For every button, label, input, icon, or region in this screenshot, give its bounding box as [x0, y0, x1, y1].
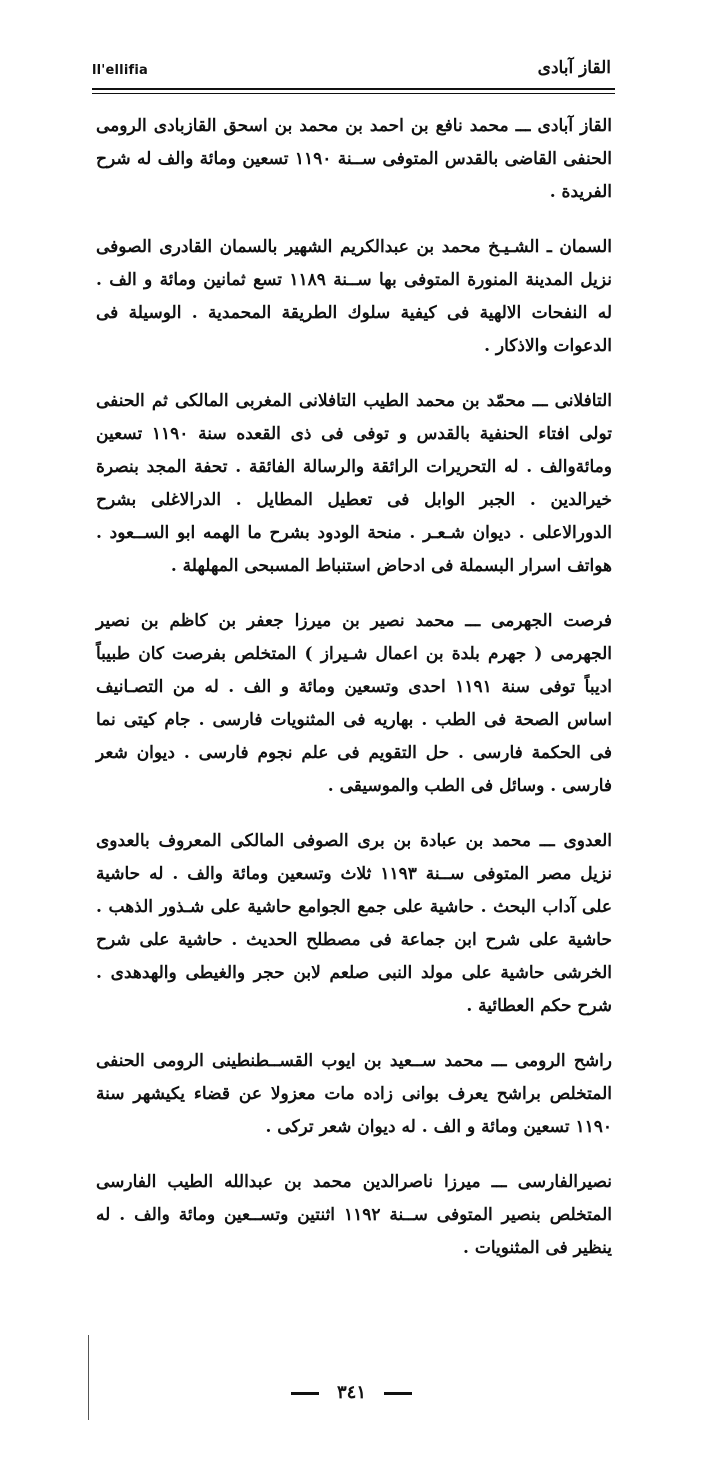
running-header-left: ll'ellifia	[92, 63, 148, 78]
entry-tafilani	[96, 385, 612, 583]
footer-dash-left	[291, 1392, 319, 1395]
entry-text: القاز آبادى ـــ محمد نافع بن احمد بن محمد بن اسحق القازبادى الرومى الحنفى القاضى بالقدس المتوفى ســنة ١١٩٠ تسعين ومائة والف له شرح الفريدة .	[96, 116, 612, 202]
running-header-right: القاز آبادى	[537, 58, 611, 78]
entry-text: العدوى ـــ محمد بن عبادة بن برى الصوفى المالكى المعروف بالعدوى نزيل مصر المتوفى ســنة ١١٩٣ ثلاث وتسعين ومائة والف . له حاشية على آداب البحث . حاشية على جمع الجوامع حاشية على شـذور الذهب . حاشية على شرح ابن جماعة فى مصطلح الحديث . حاشية على شرح الخرشى حاشية على مولد النبى صلعم لابن حجر والغيطى والهدهدى . شرح حكم العطائية .	[96, 831, 612, 1016]
entry-text: نصيرالفارسى ـــ ميرزا ناصرالدين محمد بن عبدالله الطيب الفارسى المتخلص بنصير المتوفى ســنة ١١٩٢ اثنتين وتســعين ومائة والف . له ينظير فى المثنويات .	[96, 1172, 613, 1258]
entry-forsat-jahromi	[96, 605, 612, 803]
entry-nasir-farisi	[96, 1166, 612, 1265]
header-rule-thick	[92, 88, 615, 90]
entry-qazabadi	[96, 110, 612, 209]
entry-samman	[96, 231, 612, 363]
entry-text: راشح الرومى ـــ محمد ســعيد بن ايوب القســطنطينى الرومى الحنفى المتخلص براشح يعرف بوانى زاده مات معزولا عن قضاء يكيشهر سنة ١١٩٠ تسعين ومائة و الف . له ديوان شعر تركى .	[96, 1051, 612, 1137]
page-number: ٣٤١	[336, 1382, 366, 1403]
entry-text: فرصت الجهرمى ـــ محمد نصير بن ميرزا جعفر بن كاظم بن نصير الجهرمى ( جهرم بلدة بن اعمال شـيراز ) المتخلص بفرصت كان طبيباً اديباً توفى سنة ١١٩١ احدى وتسعين ومائة و الف . له من التصـانيف اساس الصحة فى الطب . بهاريه فى المثنويات فارسى . جام كيتى نما فى الحكمة فارسى . حل التقويم فى علم نجوم فارسى . ديوان شعر فارسى . وسائل فى الطب والموسيقى .	[96, 611, 613, 796]
entry-text: التافلانى ـــ محمّد بن محمد الطيب التافلانى المغربى المالكى ثم الحنفى تولى افتاء الحنفية بالقدس و توفى فى ذى القعده سنة ١١٩٠ تسعين ومائةوالف . له التحريرات الرائقة والرسالة الفائقة . تحفة المجد بنصرة خيرالدين . الجبر الوابل فى تعطيل المطايل . الدرالاغلى بشرح الدورالاعلى . ديوان شـعـر . منحة الودود بشرح ما الهمه ابو الســعود . هواتف اسرار البسملة فى ادحاض استنباط المسبحى المهلهلة .	[96, 391, 612, 576]
entry-adawi	[96, 825, 612, 1023]
scan-margin-line	[88, 1335, 89, 1420]
page-footer	[0, 1382, 703, 1403]
footer-dash-right	[384, 1392, 412, 1395]
entries-column	[96, 110, 612, 1287]
entry-text: السمان ـ الشـيـخ محمد بن عبدالكريم الشهير بالسمان القادرى الصوفى نزيل المدينة المنورة المتوفى بها ســنة ١١٨٩ تسع ثمانين ومائة و الف . له النفحات الالهية فى كيفية سلوك الطريقة المحمدية . الوسيلة فى الدعوات والاذكار .	[96, 237, 612, 356]
entry-rashih-rumi	[96, 1045, 612, 1144]
header-rule-thin	[92, 93, 615, 94]
